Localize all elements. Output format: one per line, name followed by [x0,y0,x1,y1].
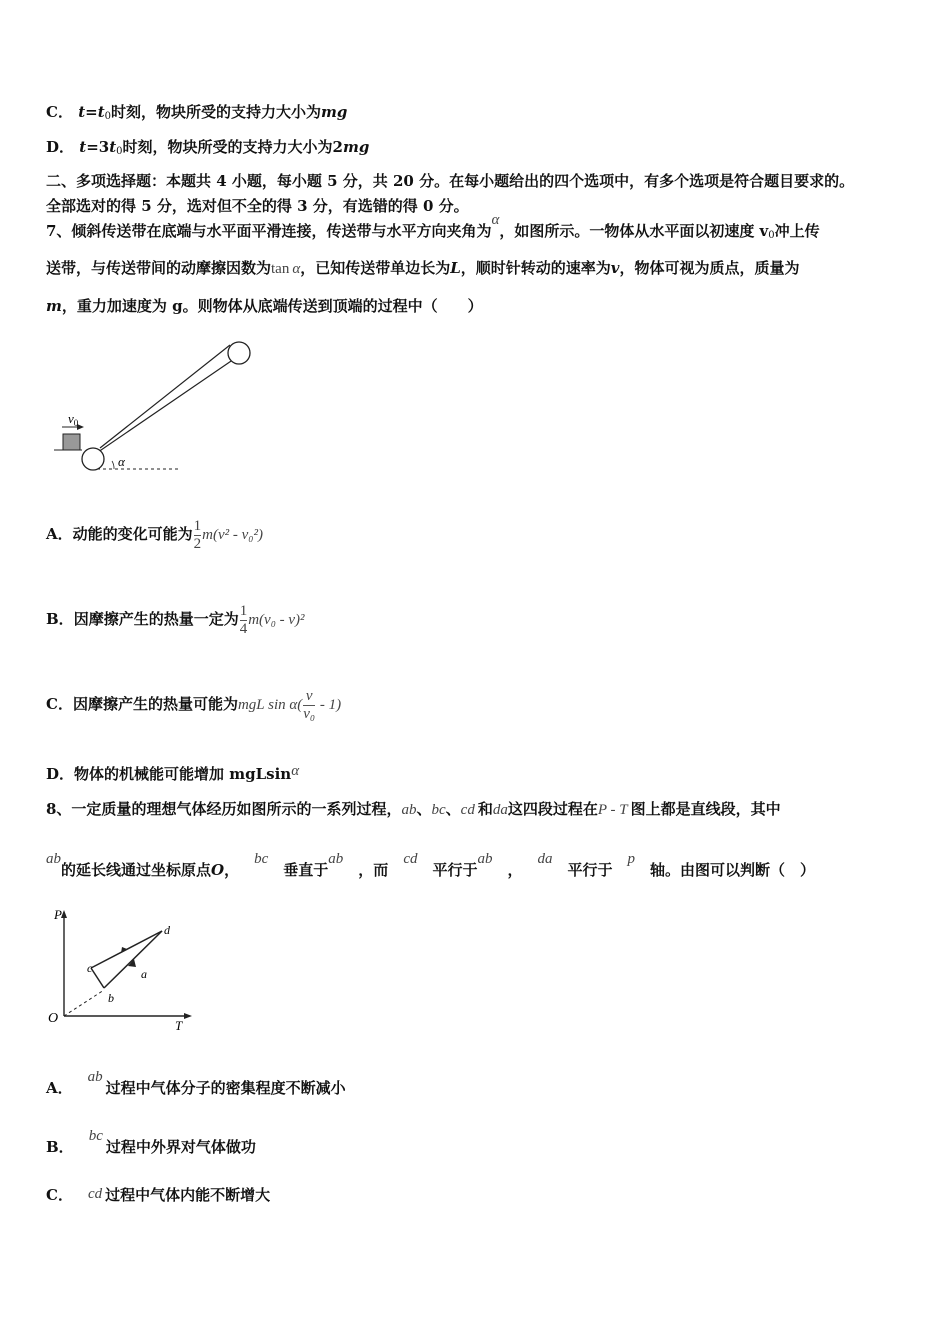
point-b: b [108,991,114,1005]
q7-stem-line3: m，重力加速度为 g。则物体从底端传送到顶端的过程中（ ） [46,297,483,315]
origin-label: O [48,1011,59,1026]
pt-diagram [44,904,204,1034]
q8-stem-line2: ab的延长线通过坐标原点O， bc 垂直于ab ，而 cd 平行于ab ， da 平行于 p 轴。由图可以判断（ ） [46,851,816,879]
point-a: a [141,967,147,981]
axis-label-p: P [54,907,62,922]
q7-stem-line1: 7、倾斜传送带在底端与水平面平滑连接，传送带与水平方向夹角为α，如图所示。一物体从水平面以初速度 $v_0$冲上传 [46,212,820,241]
bottom-pulley [82,448,104,470]
fraction: $\frac{1}{4}$ [239,602,248,637]
q7-option-b[interactable]: B．因摩擦产生的热量一定为 $\frac{1}{4}$ m(v₀ - v)² [46,602,305,637]
point-c: c [87,961,93,975]
axis-label-t: T [175,1018,183,1033]
q8-stem-line1: 8、一定质量的理想气体经历如图所示的一系列过程，ab、bc、cd 和da这四段过程在P - T 图上都是直线段，其中 [46,800,781,818]
bc-segment [91,968,104,988]
q7-option-c[interactable]: C．因摩擦产生的热量可能为mgL sin α( $\frac{v}{\text{v₀}}$ - 1) [46,687,342,722]
option-c-prev: C． $t=t_0$时刻，物块所受的支持力大小为mg [46,103,348,122]
option-d-prev: D． $t=3t_0$时刻，物块所受的支持力大小为2mg [46,138,370,157]
conveyor-belt-figure [50,338,265,478]
cd-segment [91,931,162,968]
point-d: d [164,923,170,937]
v0-label: $v_0$ [68,411,79,428]
t-axis-arrow [184,1013,192,1019]
block [63,434,80,450]
q7-stem-line2: 送带，与传送带间的动摩擦因数为tan α，已知传送带单边长为L，顺时针转动的速率为v，物体可视为质点，质量为 [46,259,800,277]
fraction: $\frac{v}{\text{v₀}}$ [303,687,316,722]
ad-segment [104,931,162,988]
q7-option-a[interactable]: A．动能的变化可能为 $\frac{1}{2}$ m(v² - v₀²) [46,517,263,552]
belt-upper-edge [100,345,230,448]
section-heading: 二、多项选择题：本题共 4 小题，每小题 5 分，共 20 分。在每小题给出的四个选项中，有多个选项是符合题目要求的。 [46,172,855,190]
alpha-label: α [118,454,125,469]
q8-option-b[interactable]: B． bc 过程中外界对气体做功 [46,1128,256,1156]
angle-arc [112,461,114,469]
q8-option-c[interactable]: C． cd 过程中气体内能不断增大 [46,1186,271,1204]
section-heading-rule: 全部选对的得 5 分，选对但不全的得 3 分，有选错的得 0 分。 [46,197,469,215]
belt-lower-edge [85,357,237,461]
top-pulley [228,342,250,364]
q8-option-a[interactable]: A． ab 过程中气体分子的密集程度不断减小 [46,1069,346,1097]
q7-option-d[interactable]: D．物体的机械能可能增加 mgLsinα [46,763,300,783]
fraction: $\frac{1}{2}$ [193,517,202,552]
ab-extension [64,990,104,1016]
